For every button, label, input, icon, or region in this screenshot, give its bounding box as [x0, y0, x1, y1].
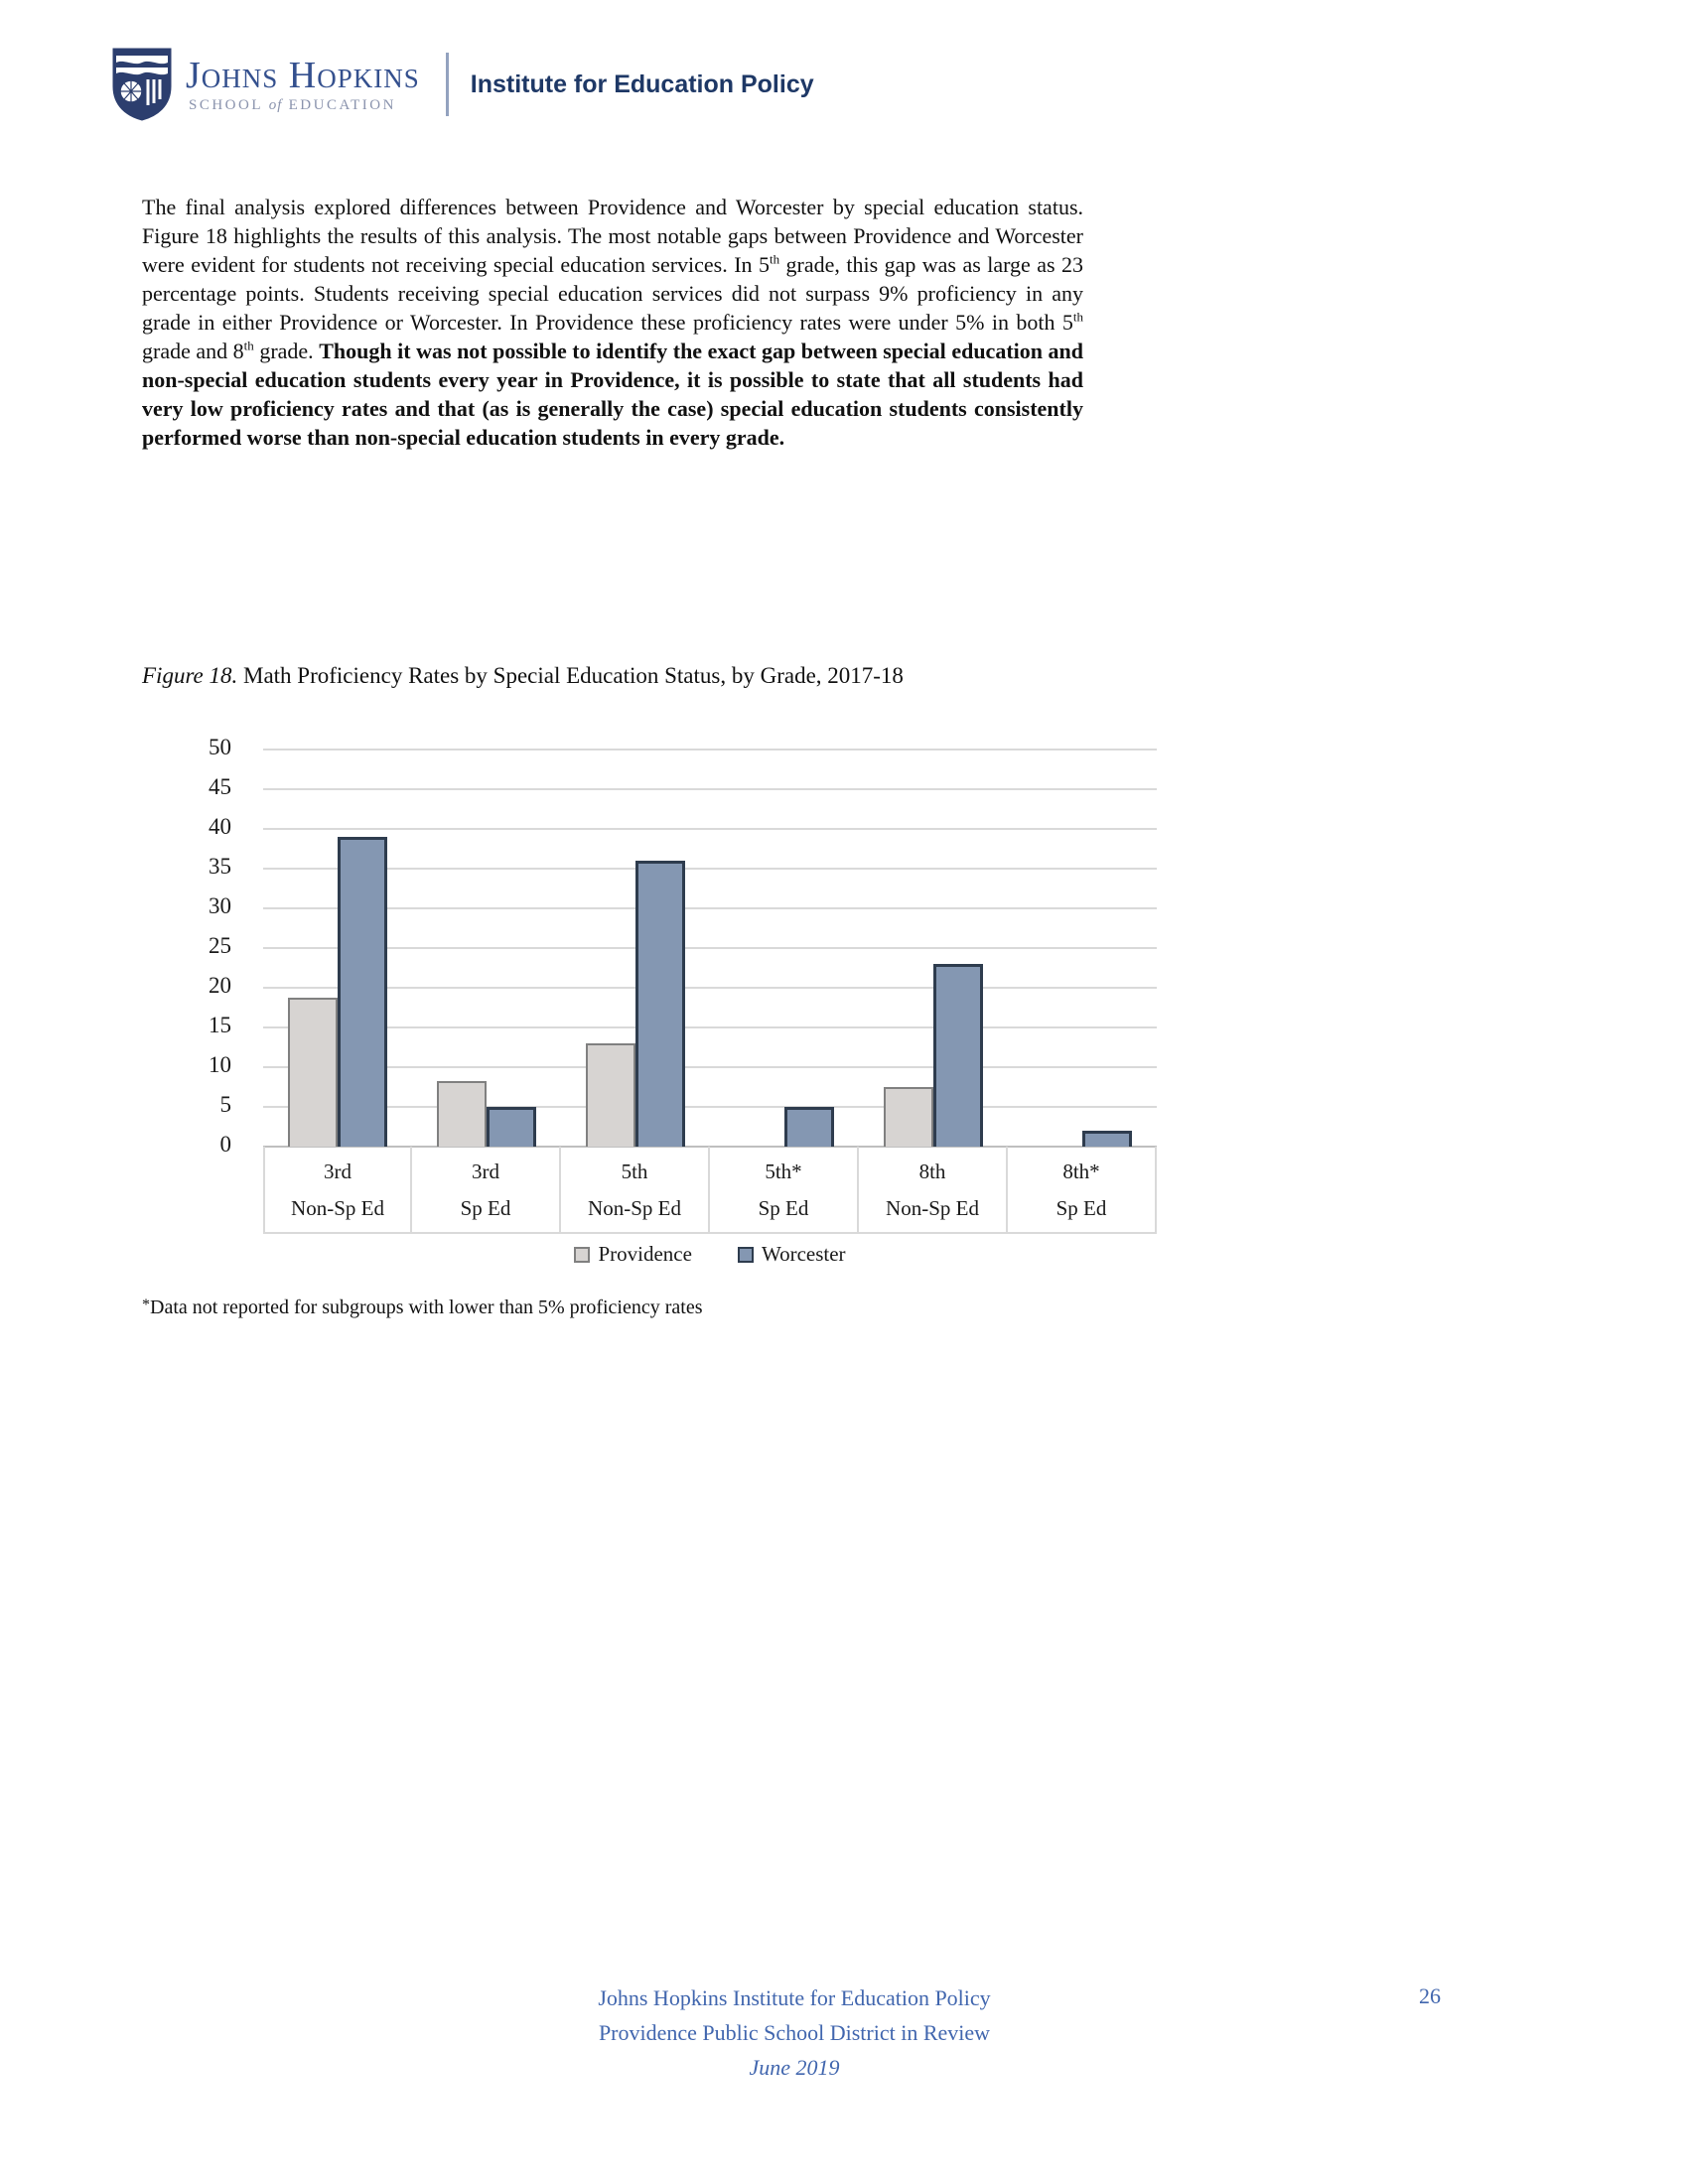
- gridline-20: [263, 987, 1157, 989]
- figure-caption: [142, 663, 1135, 689]
- bar-providence-8th-Non-SpEd: [884, 1087, 933, 1147]
- bar-worcester-5th-Non-SpEd: [635, 861, 685, 1147]
- institute-title: Institute for Education Policy: [470, 69, 814, 98]
- gridline-40: [263, 828, 1157, 830]
- legend-label-providence: Providence: [598, 1242, 692, 1266]
- footer-date: June 2019: [749, 2055, 840, 2080]
- y-tick-label-25: 25: [209, 933, 231, 958]
- y-tick-label-20: 20: [209, 973, 231, 998]
- page-number: 26: [1419, 1983, 1441, 2008]
- footnote-asterisk: *: [142, 1297, 150, 1313]
- paragraph-segment-3: th: [1072, 309, 1083, 325]
- y-tick-label-0: 0: [219, 1132, 231, 1157]
- paragraph-segment-1: th: [769, 251, 780, 267]
- footnote-text: Data not reported for subgroups with lower than 5% proficiency rates: [150, 1297, 703, 1318]
- gridline-10: [263, 1066, 1157, 1068]
- category-grade-label: 3rd: [324, 1160, 352, 1183]
- category-grade-label: 5th: [621, 1160, 648, 1183]
- bar-worcester-5thstar-SpEd: [784, 1107, 834, 1147]
- category-group-label: Sp Ed: [1055, 1196, 1107, 1220]
- category-group-label: Non-Sp Ed: [291, 1196, 384, 1220]
- legend-item-worcester: [738, 1242, 846, 1267]
- page-footer: [298, 1980, 1291, 2085]
- category-grade-label: 8th*: [1062, 1160, 1100, 1183]
- y-tick-label-30: 30: [209, 893, 231, 918]
- chart-legend: [263, 1242, 1157, 1267]
- paragraph-segment-6: grade.: [253, 339, 320, 363]
- footer-line-2: Providence Public School District in Review: [598, 2020, 991, 2045]
- footer-line-1: Johns Hopkins Institute for Education Policy: [598, 1985, 991, 2010]
- gridline-50: [263, 749, 1157, 751]
- bar-worcester-8thstar-SpEd: [1082, 1131, 1132, 1147]
- brand-block: [186, 56, 420, 114]
- johns-hopkins-shield-logo: [112, 48, 172, 121]
- category-grade-label: 3rd: [472, 1160, 499, 1183]
- category-grade-label: 5th*: [765, 1160, 802, 1183]
- category-group-label: Sp Ed: [460, 1196, 511, 1220]
- brand-name: Johns Hopkins: [186, 54, 420, 96]
- gridline-30: [263, 907, 1157, 909]
- y-tick-label-50: 50: [209, 735, 231, 759]
- bar-providence-3rd-Non-SpEd: [288, 998, 338, 1147]
- bar-providence-5th-Non-SpEd: [586, 1043, 635, 1147]
- brand-subtitle: [189, 97, 420, 114]
- paragraph-segment-5: th: [243, 338, 254, 353]
- gridline-5: [263, 1106, 1157, 1108]
- y-tick-label-15: 15: [209, 1013, 231, 1037]
- brand-sub-part1: SCHOOL: [189, 96, 269, 113]
- brand-sub-of: of: [268, 96, 283, 113]
- chart-footnote: [142, 1297, 1036, 1319]
- category-grade-label: 8th: [918, 1160, 946, 1183]
- category-label-4: [710, 1147, 859, 1234]
- body-paragraph: [142, 193, 1083, 452]
- category-group-label: Non-Sp Ed: [588, 1196, 681, 1220]
- figure-caption-text: Math Proficiency Rates by Special Education Status, by Grade, 2017-18: [237, 663, 904, 688]
- gridline-25: [263, 947, 1157, 949]
- page-header: [112, 48, 814, 121]
- category-group-label: Sp Ed: [758, 1196, 809, 1220]
- y-tick-label-5: 5: [219, 1092, 231, 1117]
- bar-providence-3rd-SpEd: [437, 1081, 487, 1147]
- category-label-1: [263, 1147, 412, 1234]
- legend-swatch-providence: [574, 1247, 590, 1263]
- gridline-45: [263, 788, 1157, 790]
- paragraph-segment-7: Though it was not possible to identify the exact gap between special education and non-special education students every year in Providence, it is possible to state that all students had very low proficiency rates and that (as is generally the case) special education students consistently performed worse than non-special education students in every grade.: [142, 339, 1083, 450]
- category-label-6: [1008, 1147, 1157, 1234]
- paragraph-segment-4: grade and 8: [142, 339, 244, 363]
- paragraph-segment-2: grade, this gap was as large as 23 percentage points. Students receiving special education services did not surpass 9% proficiency in any grade in either Providence or Worcester. In Providence these proficiency rates were under 5% in both 5: [142, 252, 1084, 335]
- brand-sub-part2: EDUCATION: [282, 96, 396, 113]
- y-tick-label-40: 40: [209, 814, 231, 839]
- y-tick-label-10: 10: [209, 1052, 231, 1077]
- legend-item-providence: [574, 1242, 691, 1267]
- category-label-5: [859, 1147, 1008, 1234]
- legend-label-worcester: Worcester: [761, 1242, 846, 1266]
- category-group-label: Non-Sp Ed: [886, 1196, 979, 1220]
- gridline-35: [263, 868, 1157, 870]
- category-label-2: [412, 1147, 561, 1234]
- figure-caption-label: Figure 18.: [142, 663, 238, 688]
- header-divider: [446, 53, 449, 116]
- bar-worcester-3rd-SpEd: [487, 1107, 536, 1147]
- category-label-3: [561, 1147, 710, 1234]
- bar-worcester-8th-Non-SpEd: [933, 964, 983, 1147]
- y-tick-label-45: 45: [209, 774, 231, 799]
- legend-swatch-worcester: [738, 1247, 754, 1263]
- gridline-15: [263, 1026, 1157, 1028]
- y-tick-label-35: 35: [209, 854, 231, 879]
- bar-worcester-3rd-Non-SpEd: [338, 837, 387, 1147]
- paragraph-segment-0: The final analysis explored differences between Providence and Worcester by special education status. Figure 18 highlights the results of this analysis. The most notable gaps between Providence and Worcester were evident for students not receiving special education services. In 5: [142, 195, 1083, 277]
